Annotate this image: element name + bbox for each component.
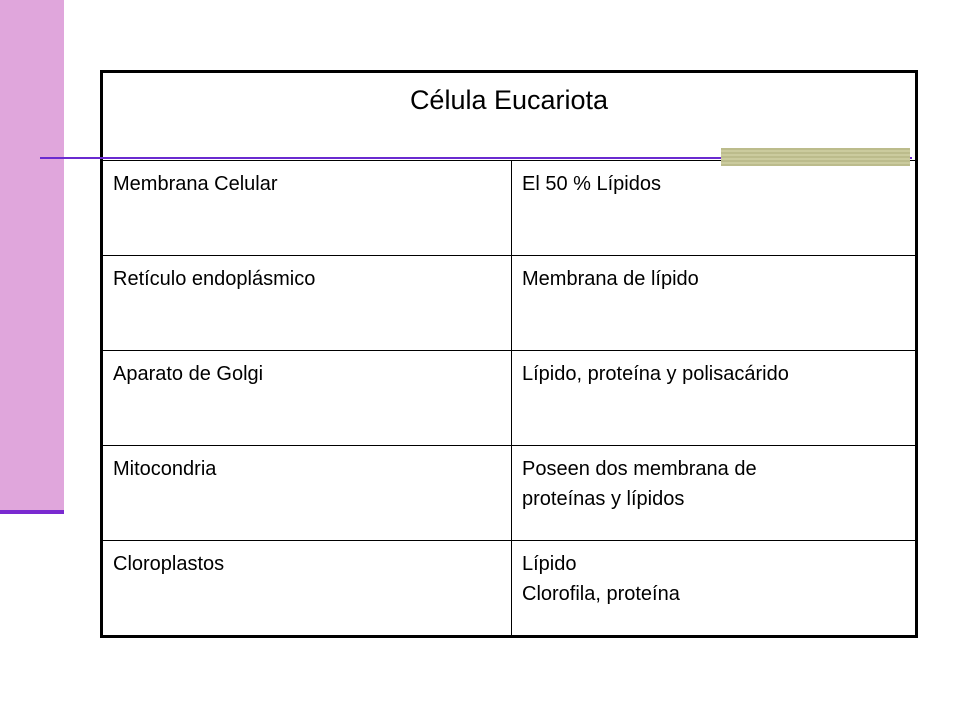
- table-row: [102, 446, 917, 541]
- table-title: Célula Eucariota: [102, 72, 917, 161]
- composition-cell: [512, 446, 917, 541]
- decorative-side-bar: [0, 0, 64, 512]
- composition-line: El 50 % Lípidos: [522, 173, 661, 195]
- table-row: [102, 541, 917, 637]
- structure-cell: Mitocondria: [102, 446, 512, 541]
- table-row: [102, 256, 917, 351]
- composition-cell: [512, 541, 917, 637]
- decorative-olive-block: [721, 148, 910, 166]
- composition-line: proteínas y lípidos: [522, 488, 685, 510]
- composition-cell: [512, 256, 917, 351]
- structure-cell: Cloroplastos: [102, 541, 512, 637]
- structure-cell: Membrana Celular: [102, 161, 512, 256]
- composition-line: Poseen dos membrana de: [522, 458, 757, 480]
- composition-cell: [512, 351, 917, 446]
- composition-line: Lípido, proteína y polisacárido: [522, 363, 789, 385]
- composition-line: Lípido: [522, 553, 577, 575]
- side-bar-underline: [0, 510, 64, 514]
- table-row: [102, 161, 917, 256]
- structure-cell: Retículo endoplásmico: [102, 256, 512, 351]
- composition-cell: [512, 161, 917, 256]
- composition-line: Clorofila, proteína: [522, 583, 680, 605]
- table-row: [102, 351, 917, 446]
- structure-cell: Aparato de Golgi: [102, 351, 512, 446]
- composition-line: Membrana de lípido: [522, 268, 699, 290]
